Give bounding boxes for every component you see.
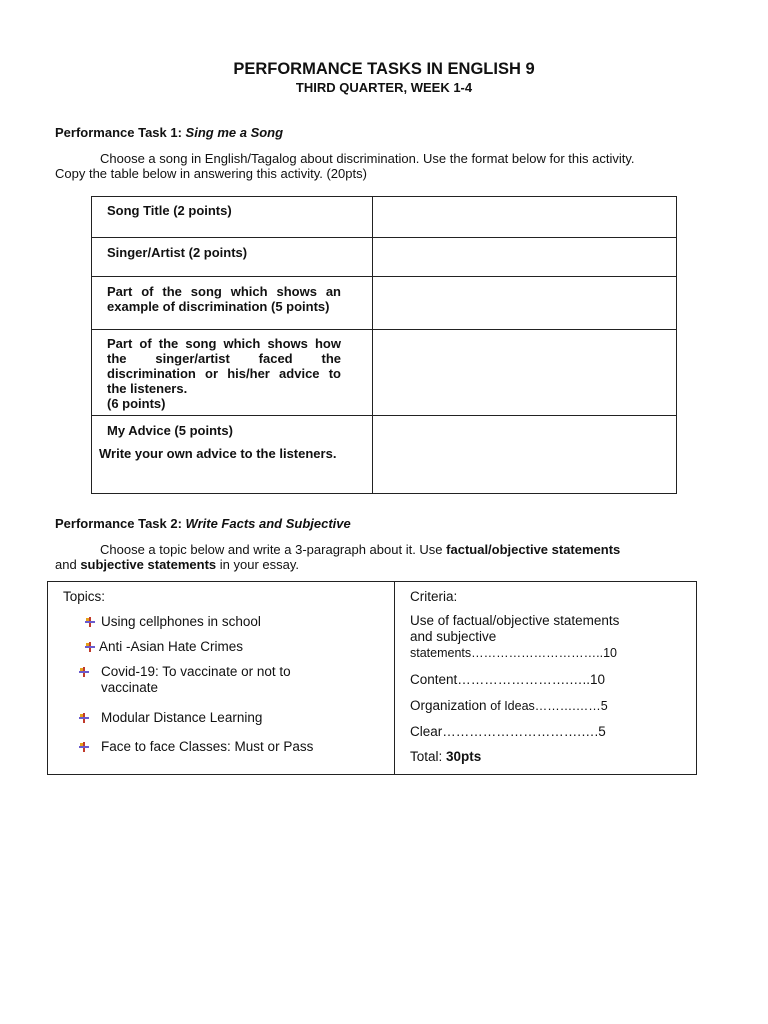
list-item: [49, 739, 393, 755]
criteria-text: and subjective: [410, 629, 497, 644]
task1-instructions-line2: Copy the table below in answering this activity. (20pts): [55, 166, 367, 181]
topic-text: Using cellphones in school: [101, 614, 261, 629]
topics-label: Topics:: [63, 589, 106, 604]
task2-heading-prefix: Performance Task 2:: [55, 516, 186, 531]
task1-heading: [55, 125, 283, 140]
discrimination-part-label: Part of the song which shows an example of discrimination (5 points): [107, 284, 341, 314]
bullet-icon: [79, 713, 89, 723]
table-row: [92, 277, 677, 330]
bullet-icon: [79, 742, 89, 752]
criteria-item: Clear………………………….….5: [410, 724, 606, 739]
table-row: [92, 330, 677, 416]
criteria-item: [396, 613, 695, 661]
bullet-icon: [85, 642, 95, 652]
total-value: 30pts: [446, 749, 482, 764]
singer-label-cell: [92, 238, 373, 277]
document-subtitle: THIRD QUARTER, WEEK 1-4: [295, 80, 473, 95]
task2-instructions-line1: [55, 542, 715, 557]
criteria-item: [396, 698, 695, 714]
my-advice-label: My Advice (5 points): [107, 423, 233, 438]
criteria-text: Use of factual/objective statements: [410, 613, 620, 628]
bullet-icon: [85, 617, 95, 627]
topic-text: Modular Distance Learning: [101, 710, 263, 725]
table-row: [48, 582, 697, 775]
task1-table: [91, 196, 677, 494]
task2-instructions: [55, 542, 715, 572]
task1-instructions: [55, 151, 715, 181]
criteria-text: Organization: [410, 698, 491, 713]
instructions-text: Choose a topic below and write a 3-paragraph about it. Use: [100, 542, 447, 557]
task1-heading-prefix: Performance Task 1:: [55, 125, 186, 140]
singer-label: Singer/Artist (2 points): [107, 245, 248, 260]
my-advice-answer-cell[interactable]: [373, 416, 677, 494]
topic-text: Face to face Classes: Must or Pass: [101, 739, 314, 754]
table-row: [92, 197, 677, 238]
task2-heading: [55, 516, 351, 531]
task2-instructions-line2: [55, 557, 715, 572]
bullet-icon: [79, 667, 89, 677]
list-item: [49, 710, 393, 726]
criteria-total: [396, 749, 695, 765]
criteria-cell: [395, 582, 697, 775]
discrimination-part-label-cell: [92, 277, 373, 330]
song-title-label: Song Title (2 points): [107, 203, 232, 218]
list-item: [49, 614, 393, 630]
list-item: [49, 664, 311, 696]
task1-heading-title: Sing me a Song: [185, 125, 284, 140]
my-advice-sublabel: Write your own advice to the listeners.: [99, 446, 337, 461]
topic-text: Covid-19: To vaccinate or not to vaccinate: [101, 664, 291, 695]
task2-heading-title: Write Facts and Subjective: [185, 516, 351, 531]
instructions-text: in your essay.: [216, 557, 300, 572]
document-title: PERFORMANCE TASKS IN ENGLISH 9: [233, 60, 535, 78]
singer-answer-cell[interactable]: [373, 238, 677, 277]
criteria-label: Criteria:: [410, 589, 458, 604]
task2-table: [47, 581, 697, 775]
instructions-bold-text: subjective statements: [80, 557, 217, 572]
table-row: [92, 416, 677, 494]
task1-instructions-line1: Choose a song in English/Tagalog about discrimination. Use the format below for this activity.: [100, 151, 635, 166]
my-advice-label-cell: [92, 416, 373, 494]
instructions-bold-text: factual/objective statements: [446, 542, 621, 557]
faced-discrimination-points: (6 points): [107, 396, 166, 411]
topics-cell: [48, 582, 395, 775]
criteria-text: statements…………………………..10: [410, 646, 617, 660]
criteria-item: Content…………………….…..10: [410, 672, 606, 687]
criteria-text: of Ideas……….……5: [490, 699, 608, 713]
song-title-label-cell: [92, 197, 373, 238]
faced-discrimination-label-cell: [92, 330, 373, 416]
table-row: [92, 238, 677, 277]
list-item: [49, 639, 393, 655]
total-label: Total:: [410, 749, 447, 764]
discrimination-part-answer-cell[interactable]: [373, 277, 677, 330]
faced-discrimination-answer-cell[interactable]: [373, 330, 677, 416]
instructions-text: and: [55, 557, 81, 572]
song-title-answer-cell[interactable]: [373, 197, 677, 238]
faced-discrimination-label: Part of the song which shows how the singer/artist faced the discrimination or his/her advice to the listeners.: [107, 336, 341, 396]
topic-text: Anti -Asian Hate Crimes: [99, 639, 244, 654]
